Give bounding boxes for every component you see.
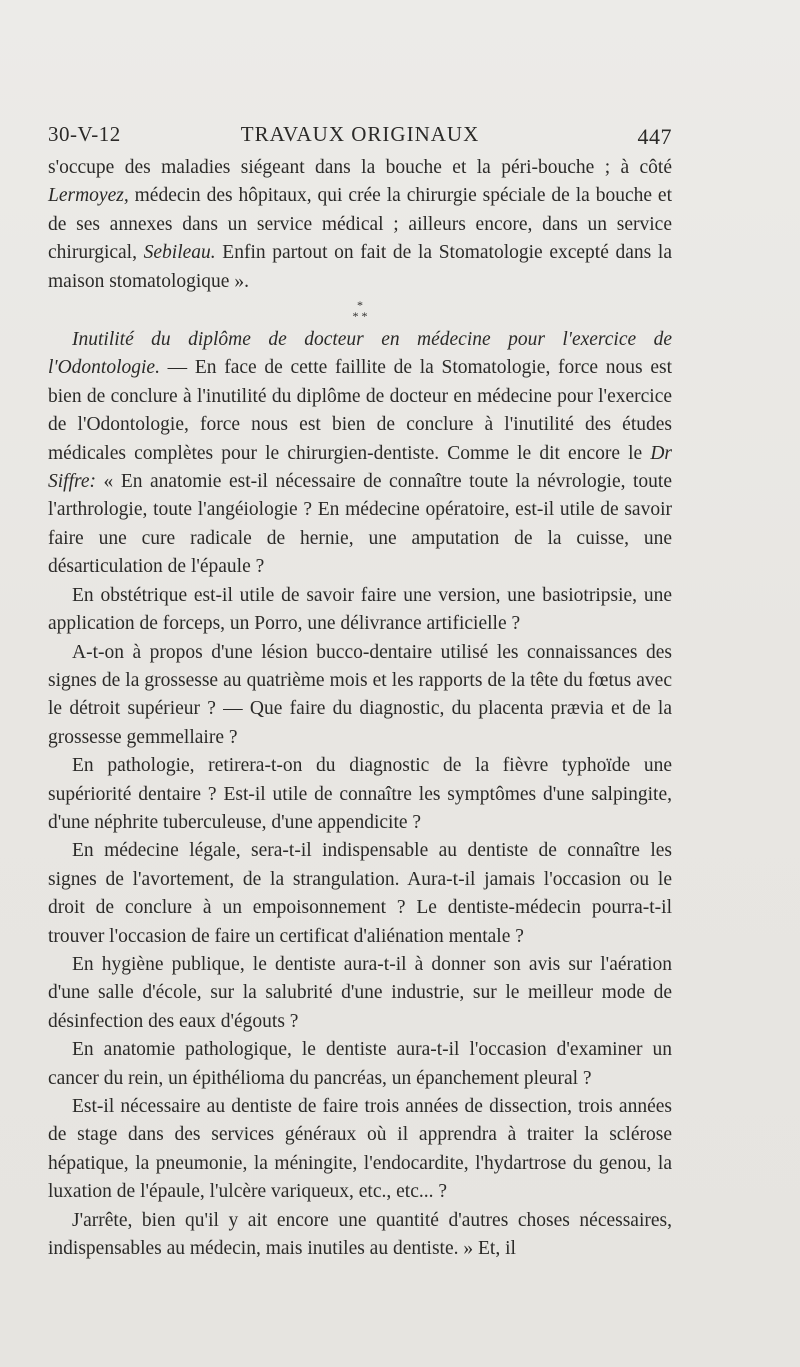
paragraph: En obstétrique est-il utile de savoir faire une version, une basiotripsie, une application de forceps, un Porro, une délivrance artificielle ?: [48, 584, 672, 635]
doctor-name: Dr Siffre:: [48, 442, 672, 493]
page-number: 447: [637, 124, 672, 149]
asterism-bottom: * *: [352, 309, 368, 324]
paragraph: En pathologie, retirera-t-on du diagnostic de la fièvre typhoïde une supériorité dentaire ? Est-il utile de connaître les symptômes d'une salpingite, d'une néphrite tuberculeuse, d'une appendicite ?: [48, 755, 672, 833]
paragraph: En médecine légale, sera-t-il indispensable au dentiste de connaître les signes de l'avortement, de la strangulation. Aura-t-il jamais l'occasion ou le droit de conclure à un empoisonnement ? Le dentiste-médecin pourra-t-il trouver l'occasion de faire un certificat d'aliénation mentale ?: [48, 840, 672, 947]
header-section-title: TRAVAUX ORIGINAUX: [240, 122, 480, 146]
header-date: 30-V-12: [48, 122, 121, 146]
text-run: Enfin partout on fait de la Stomatologie excepté dans la maison stomatologique ».: [48, 242, 672, 292]
section-paragraph: [48, 326, 672, 582]
author-name: Lermoyez,: [48, 185, 129, 207]
section-separator: [48, 300, 672, 324]
paragraph: J'arrête, bien qu'il y ait encore une quantité d'autres choses nécessaires, indispensables au médecin, mais inutiles au dentiste. » Et, il: [48, 1209, 672, 1260]
text-run: s'occupe des maladies siégeant dans la bouche et la péri-bouche ; à côté: [48, 157, 672, 178]
text-run: « En anatomie est-il nécessaire de connaître toute la névrologie, toute l'arthrologie, toute l'angéiologie ? En médecine opératoire, est-il utile de savoir faire une cure radicale de hernie, une amputation de la cuisse, une désarticulation de l'épaule ?: [48, 471, 672, 578]
text-run: — En face de cette faillite de la Stomatologie, force nous est bien de conclure à l'inutilité du diplôme de docteur en médecine pour l'exercice de l'Odontologie, force nous est bien de conclure à l'inutilité des études médicales complètes pour le chirurgien-dentiste. Comme le dit encore le: [48, 357, 672, 464]
asterism-top: *: [357, 298, 363, 313]
body-text: [48, 154, 672, 1263]
running-header: [48, 122, 672, 152]
author-name: Sebileau.: [143, 242, 216, 264]
paragraph: A-t-on à propos d'une lésion bucco-dentaire utilisé les connaissances des signes de la grossesse au quatrième mois et les rapports de la tête du fœtus avec le détroit supérieur ? — Que faire du diagnostic, du placenta prævia et de la grossesse gemmellaire ?: [48, 641, 672, 748]
paragraph: Est-il nécessaire au dentiste de faire trois années de dissection, trois années de stage dans des services généraux où il apprendra à traiter la sclérose hépatique, la pneumonie, la méningite, l'endocardite, l'hydartrose du genou, la luxation de l'épaule, l'ulcère variqueux, etc., etc... ?: [48, 1096, 672, 1203]
paragraph: En anatomie pathologique, le dentiste aura-t-il l'occasion d'examiner un cancer du rein, un épithélioma du pancréas, un épanchement pleural ?: [48, 1039, 672, 1089]
section-title: Inutilité du diplôme de docteur en médecine pour l'exercice de l'Odontologie.: [48, 329, 672, 379]
paragraph-continuation: [48, 154, 672, 296]
paragraph: En hygiène publique, le dentiste aura-t-il à donner son avis sur l'aération d'une salle d'école, sur la salubrité d'une industrie, sur le meilleur mode de désinfection des eaux d'égouts ?: [48, 953, 672, 1032]
text-run: médecin des hôpitaux, qui crée la chirurgie spéciale de la bouche et de ses annexes dans un service médical ; ailleurs encore, dans un service chirurgical,: [48, 185, 672, 264]
